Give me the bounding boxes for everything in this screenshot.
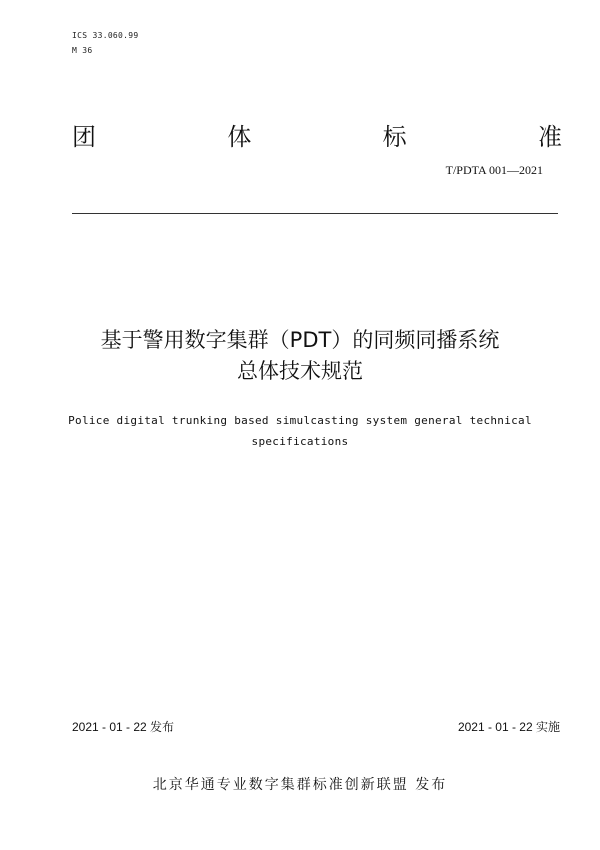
implementation-date: 2021 - 01 - 22 实施 xyxy=(457,720,560,734)
standard-type-char: 体 xyxy=(227,123,252,151)
standard-type-heading xyxy=(72,117,562,152)
english-title-line-2: specifications xyxy=(251,435,349,448)
chinese-title xyxy=(0,325,600,387)
classification-code: M 36 xyxy=(72,46,93,55)
publish-date: 2021 - 01 - 22 发布 xyxy=(72,720,175,734)
standard-type-char: 团 xyxy=(72,123,96,151)
publisher: 北京华通专业数字集群标准创新联盟 发布 xyxy=(152,777,448,793)
header-divider xyxy=(72,213,558,214)
chinese-title-line-1: 基于警用数字集群（PDT）的同频同播系统 xyxy=(100,328,500,352)
ics-code: ICS 33.060.99 xyxy=(72,31,139,40)
chinese-title-line-2: 总体技术规范 xyxy=(237,359,363,383)
english-title-line-1: Police digital trunking based simulcasting system general technical xyxy=(68,414,532,427)
standard-number: T/PDTA 001—2021 xyxy=(445,163,543,177)
english-title xyxy=(40,410,560,452)
standard-type-char: 标 xyxy=(382,123,407,151)
standard-type-char: 准 xyxy=(537,123,562,151)
